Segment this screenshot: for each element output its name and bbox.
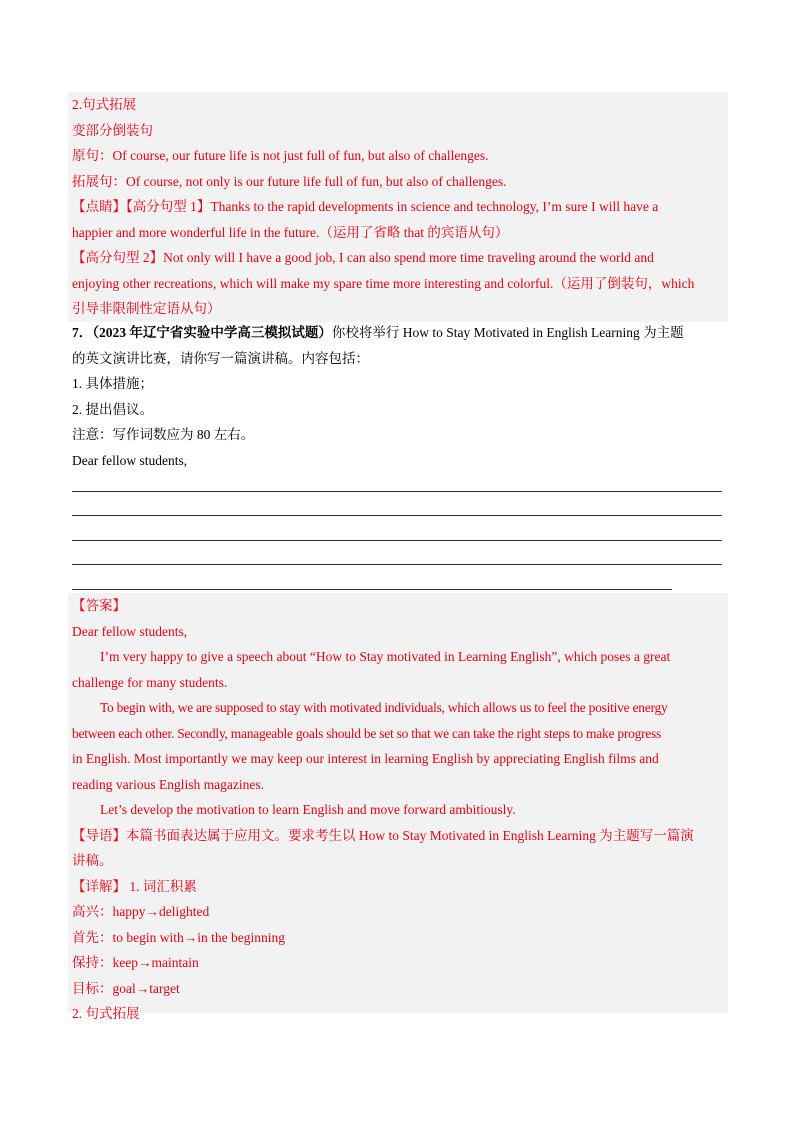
question-title <box>72 320 728 346</box>
question-salutation: Dear fellow students, <box>72 452 188 468</box>
question <box>72 320 728 590</box>
answer-paragraph-line: reading various English magazines. <box>72 776 264 792</box>
answer-block <box>68 593 728 1021</box>
highlight-line: 【高分句型 2】Not only will I have a good job, I can also spend more time traveling around the world and <box>72 250 654 265</box>
answer-tag: 【答案】 <box>72 598 126 613</box>
answer-salutation: Dear fellow students, <box>72 623 188 639</box>
highlight-line: 【点睛】【高分句型 1】Thanks to the rapid developments in science and technology, I’m sure I will have a <box>72 199 659 214</box>
guide-line: 讲稿。 <box>72 853 113 868</box>
answer-paragraph-line: I’m very happy to give a speech about “How to Stay motivated in Learning English”, which poses a great <box>100 649 671 664</box>
vocab-item: 高兴：happy→delighted <box>72 904 210 919</box>
writing-line <box>72 516 722 541</box>
answer-paragraph-line: in English. Most importantly we may keep our interest in learning English by appreciating English films and <box>72 751 659 766</box>
writing-line <box>72 541 722 566</box>
question-note: 注意：写作词数应为 80 左右。 <box>72 427 255 442</box>
extended-sentence: 拓展句：Of course, not only is our future life full of fun, but also of challenges. <box>72 173 507 189</box>
extension-block <box>68 92 728 322</box>
vocab-item: 首先：to begin with→in the beginning <box>72 929 285 945</box>
original-sentence: 原句：Of course, our future life is not just full of fun, but also of challenges. <box>72 148 489 163</box>
question-item: 2. 提出倡议。 <box>72 401 153 417</box>
question-prompt: 你校将举行 How to Stay Motivated in English Learning 为主题 <box>331 325 684 340</box>
answer-paragraph-line: challenge for many students. <box>72 674 228 690</box>
vocab-item: 保持：keep→maintain <box>72 955 199 970</box>
vocab-item: 目标：goal→target <box>72 980 180 996</box>
question-item: 1. 具体措施； <box>72 376 153 391</box>
answer-paragraph-line: Let’s develop the motivation to learn English and move forward ambitiously. <box>100 802 516 817</box>
section-heading: 2. 句式拓展 <box>72 1006 140 1021</box>
question-source: （2023 年辽宁省实验中学高三模拟试题） <box>92 325 332 340</box>
question-number: 7． <box>72 325 93 340</box>
question-prompt-line: 的英文演讲比赛，请你写一篇演讲稿。内容包括： <box>72 350 369 366</box>
answer-paragraph-line: To begin with, we are supposed to stay with motivated individuals, which allows us to feel the positive energy <box>100 700 668 715</box>
highlight-line: happier and more wonderful life in the future.（运用了省略 that 的宾语从句） <box>72 224 509 240</box>
highlight-line: 引导非限制性定语从句） <box>72 301 221 316</box>
guide-line: 【导语】本篇书面表达属于应用文。要求考生以 How to Stay Motivated in English Learning 为主题写一篇演 <box>72 827 694 843</box>
highlight-line: enjoying other recreations, which will make my spare time more interesting and colorful.（运用了倒装句，which <box>72 275 695 291</box>
detail-heading: 【详解】 1. 词汇积累 <box>72 878 197 894</box>
writing-line <box>72 492 722 517</box>
subheading: 变部分倒装句 <box>72 122 153 138</box>
writing-line <box>72 565 672 590</box>
answer-paragraph-line: between each other. Secondly, manageable goals should be set so that we can take the right steps to make progress <box>72 725 662 741</box>
section-heading: 2.句式拓展 <box>72 97 137 112</box>
answer-lines <box>72 467 728 590</box>
